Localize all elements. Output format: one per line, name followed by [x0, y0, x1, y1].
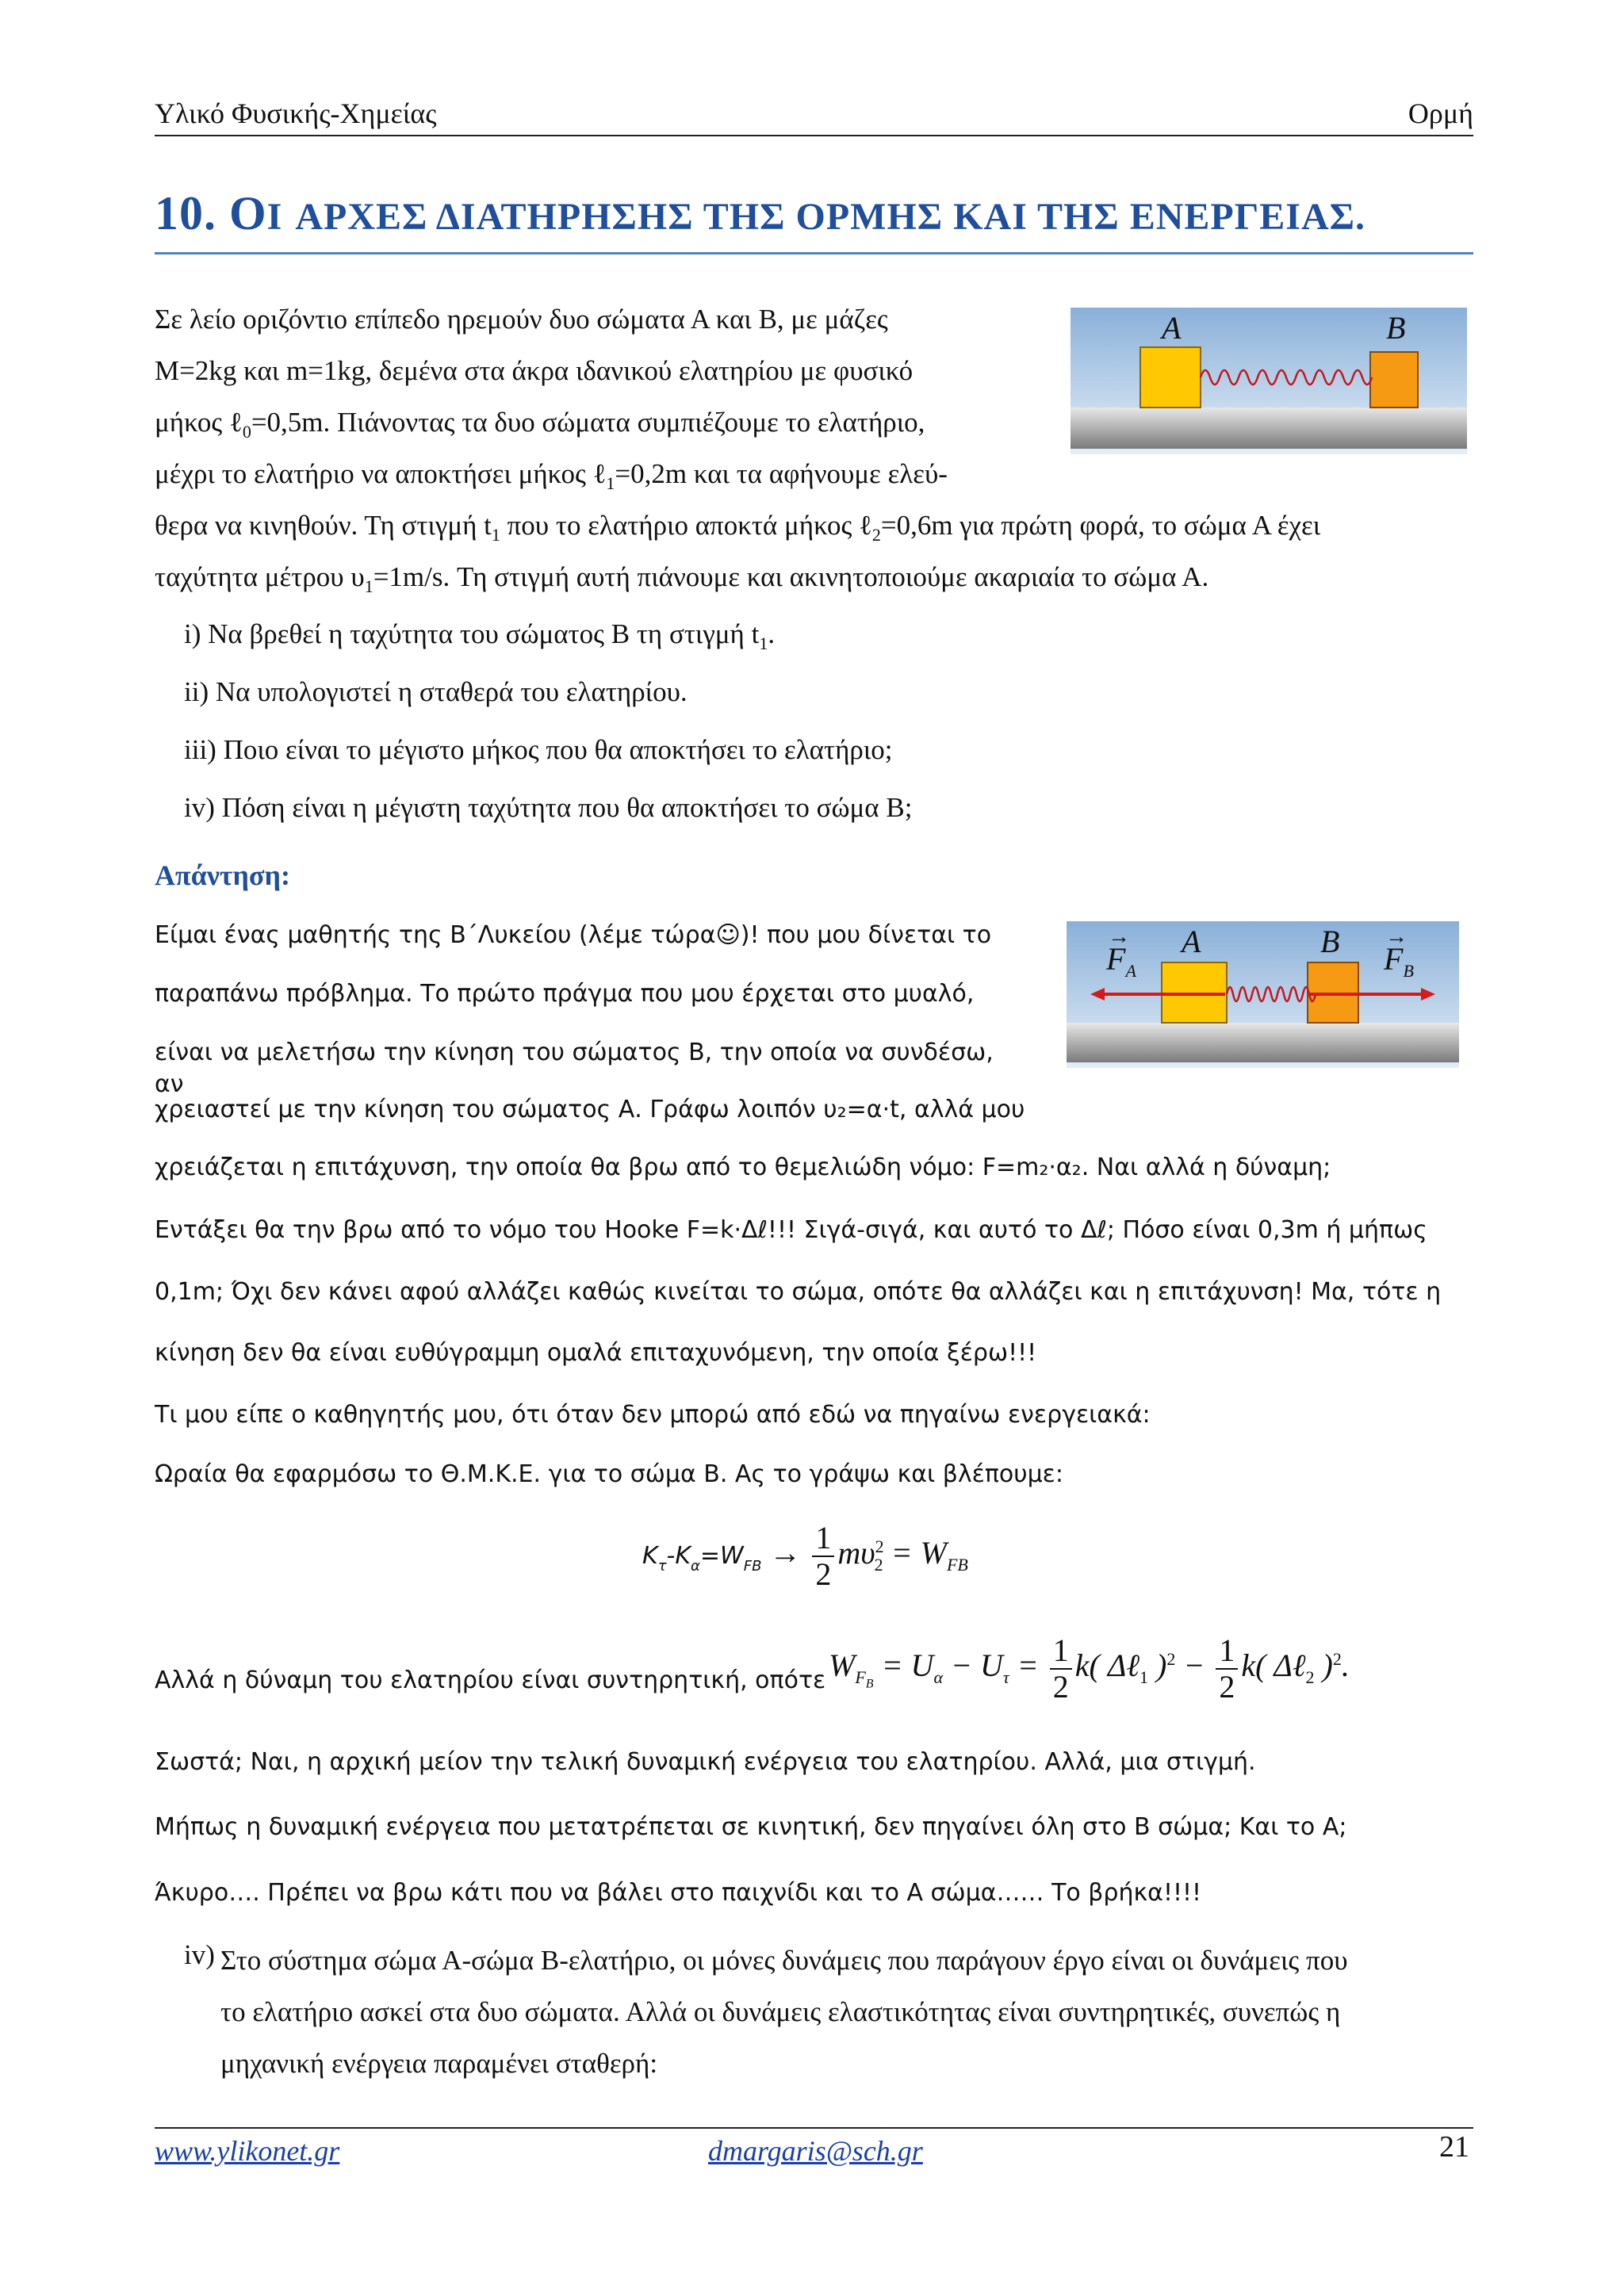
equation-work-energy: $K_\tau-K_\alpha=W_{FB}$ → $\frac{1}{2}$ $m\upsilon^2_2 = W_{FB}$: [642, 1520, 968, 1592]
answer-line-14: Άκυρο…. Πρέπει να βρω κάτι που να βάλει στο παιχνίδι και το Α σώμα…… Το βρήκα!!!!: [155, 1879, 1202, 1907]
figure-2-force-a: → $F_A$: [1106, 924, 1136, 981]
figure-2-label-b: Β: [1320, 924, 1340, 959]
question-2: ii) Να υπολογιστεί η σταθερά του ελατηρίου.: [184, 676, 688, 707]
answer-line-11: Αλλά η δύναμη του ελατηρίου είναι συντηρητική, οπότε: [155, 1667, 826, 1694]
title-rule: [155, 252, 1473, 254]
problem-line-2: Μ=2kg και m=1kg, δεμένα στα άκρα ιδανικού ελατηρίου με φυσικό: [155, 355, 914, 386]
header-rule: [155, 135, 1473, 136]
answer-label: Απάντηση:: [155, 859, 290, 891]
answer-line-9: Τι μου είπε ο καθηγητής μου, ότι όταν δεν μπορώ από εδώ να πηγαίνω ενεργειακά:: [155, 1401, 1151, 1429]
figure-2-label-a: Α: [1182, 924, 1201, 959]
figure-2-force-b: → $F_B$: [1384, 924, 1414, 981]
problem-line-5: θερα να κινηθούν. Τη στιγμή $t_1$ που το ελατήριο αποκτά μήκος ℓ$_2$=0,6m για πρώτη φορά, το σώμα Α έχει: [155, 510, 1321, 545]
title-number: 10.: [155, 187, 216, 239]
problem-line-3: μήκος ℓ$_0$=0,5m. Πιάνοντας τα δυο σώματα συμπιέζουμε το ελατήριο,: [155, 407, 925, 442]
question-1: i) Να βρεθεί η ταχύτητα του σώματος Β τη στιγμή $t_1$.: [184, 618, 776, 653]
final-line-1: Στο σύστημα σώμα Α-σώμα Β-ελατήριο, οι μόνες δυνάμεις που παράγουν έργο είναι οι δυνάμεις που: [220, 1945, 1348, 1976]
question-4: iv) Πόση είναι η μέγιστη ταχύτητα που θα αποκτήσει το σώμα Β;: [184, 792, 913, 823]
figure-spring-forces: [1067, 921, 1459, 1068]
footer-site-link[interactable]: www.ylikonet.gr: [155, 2135, 340, 2167]
answer-line-3: είναι να μελετήσω την κίνηση του σώματος Β, την οποία να συνδέσω, αν: [155, 1039, 994, 1098]
answer-line-2: παραπάνω πρόβλημα. Το πρώτο πράγμα που μου έρχεται στο μυαλό,: [155, 980, 975, 1008]
equation-spring-work: $W_{F_B} = U_\alpha - U_\tau$ = $\frac{1}{2}$ k( Δℓ$_1$ )$^2$ − $\frac{1}{2}$ k( Δℓ$_2$ )$^2$.: [829, 1632, 1350, 1705]
problem-line-1: Σε λείο οριζόντιο επίπεδο ηρεμούν δυο σώματα Α και Β, με μάζες: [155, 304, 888, 335]
answer-line-10: Ωραία θα εφαρμόσω το Θ.Μ.Κ.Ε. για το σώμα Β. Ας το γράψω και βλέπουμε:: [155, 1460, 1064, 1488]
answer-line-7: 0,1m; Όχι δεν κάνει αφού αλλάζει καθώς κινείται το σώμα, οπότε θα αλλάζει και η επιτάχυνση! Μα, τότε η: [155, 1278, 1442, 1306]
figure-spring-blocks: [1071, 308, 1467, 454]
answer-line-13: Μήπως η δυναμική ενέργεια που μετατρέπεται σε κινητική, δεν πηγαίνει όλη στο Β σώμα; Και το Α;: [155, 1813, 1347, 1841]
problem-line-4: μέχρι το ελατήριο να αποκτήσει μήκος ℓ$_1$=0,2m και τα αφήνουμε ελεύ-: [155, 458, 948, 493]
answer-line-6: Εντάξει θα την βρω από το νόμο του Hooke F=k·Δℓ!!! Σιγά-σιγά, και αυτό το Δℓ; Πόσο είναι 0,3m ή μήπως: [155, 1216, 1427, 1244]
footer-email-link[interactable]: dmargaris@sch.gr: [708, 2135, 923, 2167]
title-cap: Ο: [229, 187, 267, 239]
title-rest: ΑΡΧΕΣ ΔΙΑΤΗΡΗΣΗΣ ΤΗΣ ΟΡΜΗΣ ΚΑΙ ΤΗΣ ΕΝΕΡΓΕΙΑΣ.: [295, 196, 1366, 238]
problem-line-6: ταχύτητα μέτρου $\upsilon_1=1m/s$. Τη στιγμή αυτή πιάνουμε και ακινητοποιούμε ακαριαία το σώμα Α.: [155, 561, 1209, 596]
title-cap-rest: Ι: [266, 196, 283, 238]
final-label: iv): [184, 1939, 215, 1970]
header-left: Υλικό Φυσικής-Χημείας: [155, 98, 437, 129]
answer-line-5: χρειάζεται η επιτάχυνση, την οποία θα βρω από το θεμελιώδη νόμο: F=m₂·α₂. Ναι αλλά η δύναμη;: [155, 1154, 1331, 1181]
question-3: iii) Ποιο είναι το μέγιστο μήκος που θα αποκτήσει το ελατήριο;: [184, 734, 893, 765]
final-line-3: μηχανική ενέργεια παραμένει σταθερή:: [220, 2048, 658, 2079]
header-right: Ορμή: [1408, 98, 1473, 129]
answer-line-12: Σωστά; Ναι, η αρχική μείον την τελική δυναμική ενέργεια του ελατηρίου. Αλλά, μια στιγμή.: [155, 1748, 1256, 1776]
page-number: 21: [1439, 2130, 1469, 2164]
answer-line-1: Είμαι ένας μαθητής της Β΄Λυκείου (λέμε τώρα☺)! που μου δίνεται το: [155, 921, 992, 949]
answer-line-4: χρειαστεί με την κίνηση του σώματος Α. Γράφω λοιπόν υ₂=α·t, αλλά μου: [155, 1096, 1025, 1123]
answer-line-8: κίνηση δεν θα είναι ευθύγραμμη ομαλά επιταχυνόμενη, την οποία ξέρω!!!: [155, 1339, 1037, 1367]
final-line-2: το ελατήριο ασκεί στα δυο σώματα. Αλλά οι δυνάμεις ελαστικότητας είναι συντηρητικές, συνεπώς η: [220, 1996, 1341, 2027]
figure-1-label-a: Α: [1162, 310, 1182, 346]
section-title: [155, 186, 1365, 241]
figure-1-svg: [1071, 308, 1467, 454]
footer-rule: [155, 2127, 1473, 2129]
figure-1-label-b: Β: [1386, 310, 1406, 346]
